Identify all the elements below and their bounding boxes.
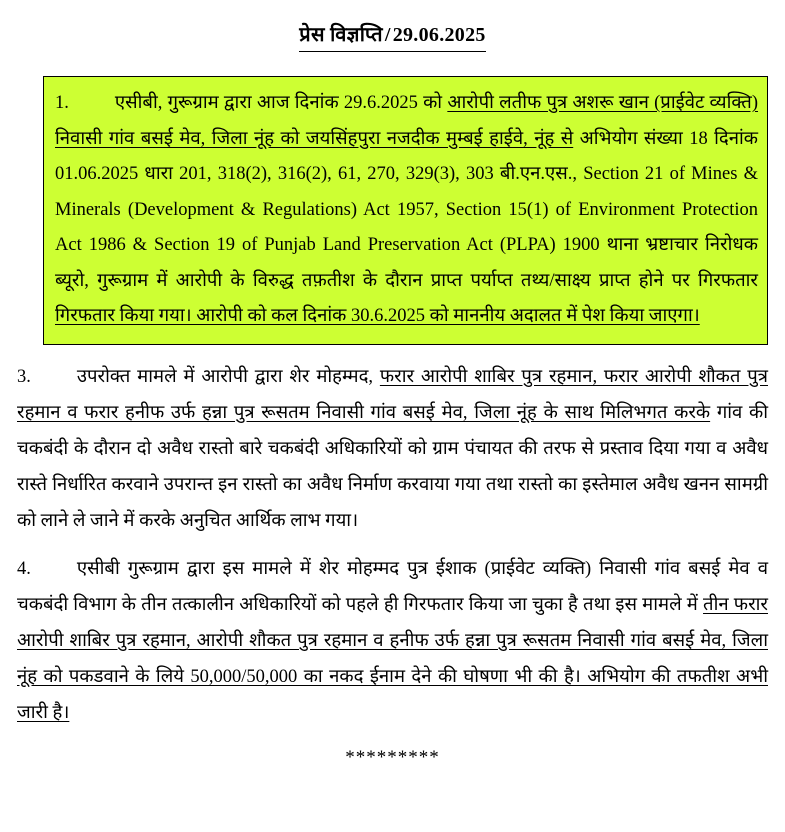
page-title xyxy=(299,20,485,52)
paragraph-4-number: 4. xyxy=(17,558,31,579)
page-title-date: 29.06.2025 xyxy=(392,24,486,46)
paragraph-4 xyxy=(17,551,768,731)
paragraph-1-number: 1. xyxy=(55,93,69,113)
paragraph-1-segment-5: थाना भ्रष्टाचार निरोधक ब्यूरो, गुरूग्राम में आरोपी के विरुद्ध तफ़तीश के दौरान प्राप्त पर्याप्त तथ्य/साक्ष्य प्राप्त होने पर गिरफतार xyxy=(55,235,758,291)
paragraph-4-underlined-reward-announcement: तीन फरार आरोपी शाबिर पुत्र रहमान, आरोपी शौकत पुत्र रहमान व हनीफ उर्फ हन्ना पुत्र रूसतम निवासी गांव बसई मेव, जिला नूंह को पकडवाने के लिये 50,000/50,000 का नकद ईनाम देने की घोषणा भी की है। अभियोग की तफतीश अभी जारी है। xyxy=(17,594,768,724)
paragraph-1-segment-1: एसीबी, गुरूग्राम द्वारा आज दिनांक 29.6.2025 को xyxy=(114,93,448,113)
paragraph-1-underlined-accused-details: आरोपी लतीफ पुत्र अशरू खान (प्राईवेट व्यक्ति) निवासी गांव बसई मेव, जिला नूंह को जयसिंहपुरा नजदीक मुम्बई हाईवे, नूंह से xyxy=(55,93,759,149)
paragraph-1-english-legal-citations: Section 21 of Mines & Minerals (Development & Regulations) Act 1957, Section 15(1) of Environment Protection Act 1986 & Section 19 of Punjab Land Preservation Act (PLPA) 1900 xyxy=(55,164,758,256)
paragraph-3 xyxy=(17,359,768,539)
paragraph-3-segment-3: गांव की चकबंदी के दौरान दो अवैध रास्तो बारे चकबंदी अधिकारियों को ग्राम पंचायत की तरफ से प्रस्ताव दिया गया व अवैध रास्ते निर्धारित करवाने उपरान्त इन रास्तो का अवैध निर्माण करवाया गया तथा रास्तो का इस्तेमाल अवैध खनन सामग्री को लाने ले जाने में करके अनुचित आर्थिक लाभ गया। xyxy=(17,402,768,531)
footer-asterisks: ********* xyxy=(345,747,440,769)
paragraph-1-segment-3: अभियोग संख्या 18 दिनांक 01.06.2025 धारा 201, 318(2), 316(2), 61, 270, 329(3), 303 बी.एन.एस., xyxy=(55,128,758,185)
paragraph-3-underlined-absconders: फरार आरोपी शाबिर पुत्र रहमान, फरार आरोपी शौकत पुत्र रहमान व फरार हनीफ उर्फ हन्ना पुत्र रूसतम निवासी गांव बसई मेव, जिला नूंह के साथ मिलिभगत करके xyxy=(17,366,768,423)
page-title-separator: / xyxy=(384,24,391,46)
paragraph-4-segment-1: एसीबी गुरूग्राम द्वारा इस मामले में शेर मोहम्मद पुत्र ईशाक (प्राईवेट व्यक्ति) निवासी गांव बसई मेव व चकबंदी विभाग के तीन तत्कालीन अधिकारियों को पहले ही गिरफतार किया जा चुका है तथा इस मामले में xyxy=(17,558,768,615)
page-title-text: प्रेस विज्ञप्ति xyxy=(299,24,383,46)
paragraph-1-underlined-court-statement: गिरफतार किया गया। आरोपी को कल दिनांक 30.6.2025 को माननीय अदालत में पेश किया जाएगा। xyxy=(55,306,700,327)
paragraph-1 xyxy=(55,86,758,335)
highlighted-paragraph-block xyxy=(43,76,768,345)
page-title-container xyxy=(0,0,785,60)
paragraph-3-segment-1: उपरोक्त मामले में आरोपी द्वारा शेर मोहम्मद, xyxy=(76,366,380,387)
paragraph-3-number: 3. xyxy=(17,366,31,387)
